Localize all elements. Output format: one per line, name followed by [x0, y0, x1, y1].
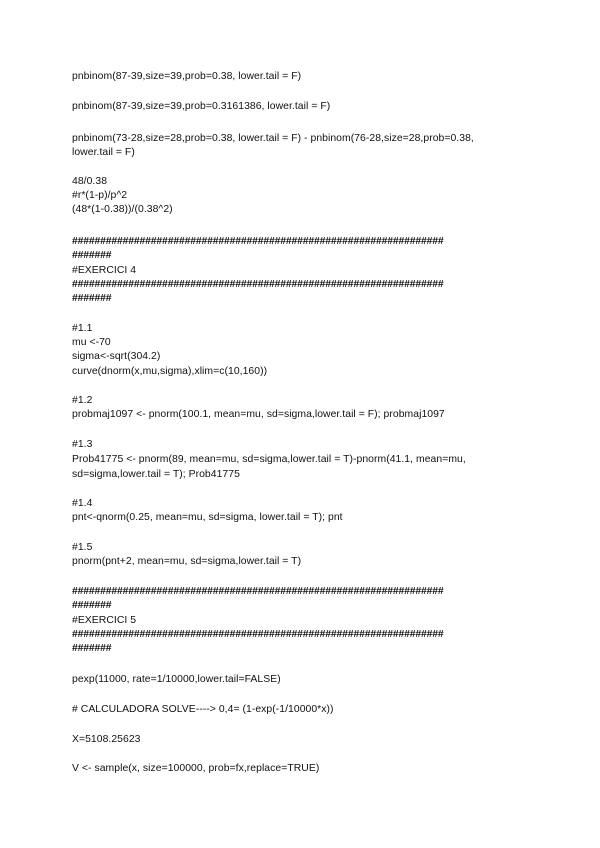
- code-line: pnorm(pnt+2, mean=mu, sd=sigma,lower.tail = T): [72, 556, 302, 567]
- separator-line: ##################################################################: [72, 279, 444, 290]
- comment-line: #1.5: [72, 542, 93, 553]
- separator-line: #######: [72, 250, 112, 261]
- code-line: probmaj1097 <- pnorm(100.1, mean=mu, sd=sigma,lower.tail = F); probmaj1097: [72, 409, 445, 420]
- code-line: curve(dnorm(x,mu,sigma),xlim=c(10,160)): [72, 366, 268, 377]
- comment-line: #1.3: [72, 439, 93, 450]
- code-line: mu <-70: [72, 337, 111, 348]
- separator-line: #######: [72, 600, 112, 611]
- separator-line: ##################################################################: [72, 236, 444, 247]
- comment-line: #r*(1-p)/p^2: [72, 190, 128, 201]
- separator-line: ##################################################################: [72, 586, 444, 597]
- section-heading: #EXERCICI 4: [72, 265, 137, 276]
- code-line: pnbinom(87-39,size=39,prob=0.38, lower.tail = F): [72, 71, 302, 82]
- code-line: (48*(1-0.38))/(0.38^2): [72, 204, 173, 215]
- separator-line: ##################################################################: [72, 629, 444, 640]
- comment-line: #1.4: [72, 498, 93, 509]
- separator-line: #######: [72, 293, 112, 304]
- code-line: sd=sigma,lower.tail = T); Prob41775: [72, 469, 240, 480]
- code-line: pexp(11000, rate=1/10000,lower.tail=FALSE): [72, 674, 281, 685]
- code-line: 48/0.38: [72, 176, 108, 187]
- comment-line: #1.1: [72, 323, 93, 334]
- code-line: pnt<-qnorm(0.25, mean=mu, sd=sigma, lower.tail = T); pnt: [72, 512, 343, 523]
- code-line: Prob41775 <- pnorm(89, mean=mu, sd=sigma,lower.tail = T)-pnorm(41.1, mean=mu,: [72, 454, 466, 465]
- code-line: lower.tail = F): [72, 147, 135, 158]
- code-line: sigma<-sqrt(304.2): [72, 351, 161, 362]
- code-line: X=5108.25623: [72, 734, 141, 745]
- section-heading: #EXERCICI 5: [72, 615, 137, 626]
- code-line: V <- sample(x, size=100000, prob=fx,replace=TRUE): [72, 763, 320, 774]
- code-line: pnbinom(87-39,size=39,prob=0.3161386, lower.tail = F): [72, 101, 331, 112]
- separator-line: #######: [72, 643, 112, 654]
- comment-line: # CALCULADORA SOLVE----> 0,4= (1-exp(-1/10000*x)): [72, 704, 334, 715]
- comment-line: #1.2: [72, 395, 93, 406]
- code-line: pnbinom(73-28,size=28,prob=0.38, lower.tail = F) - pnbinom(76-28,size=28,prob=0.38,: [72, 133, 474, 144]
